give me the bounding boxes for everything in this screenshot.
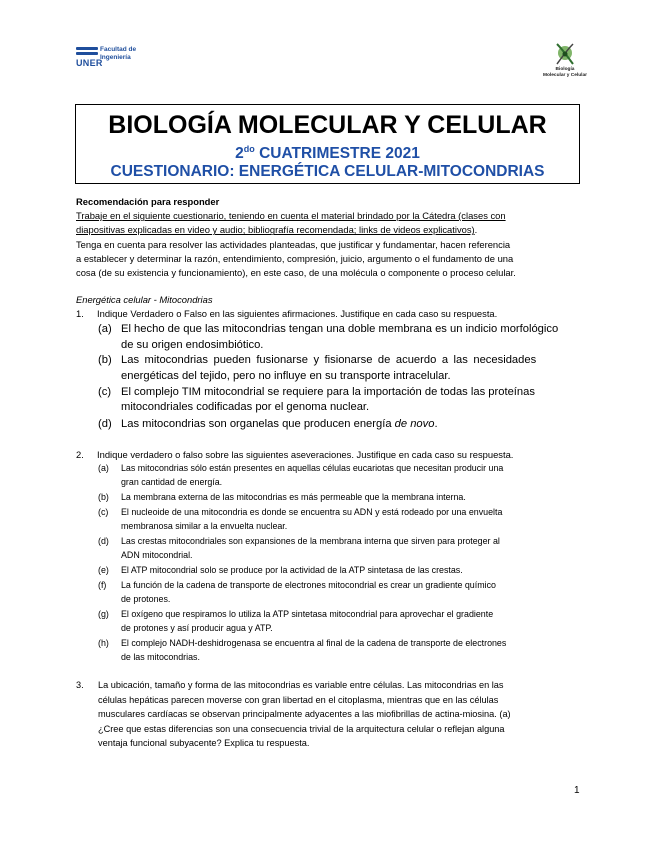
item-text: El ATP mitocondrial solo se produce por la actividad de la ATP sintetasa de las crestas. xyxy=(121,565,463,575)
item-text: mitocondriales codificadas por el genoma nuclear. xyxy=(121,401,370,414)
item-text: La función de la cadena de transporte de electrones mitocondrial es crear un gradiente químico xyxy=(121,580,496,590)
list-item xyxy=(76,637,581,666)
semester-text: CUATRIMESTRE 2021 xyxy=(254,145,420,163)
item-text: ADN mitocondrial. xyxy=(121,549,193,560)
wave-bars-icon xyxy=(76,47,98,57)
question-line: musculares cardíacas se observan principalmente adyacentes a las miofibrillas de actina-miosina. (a) xyxy=(98,709,511,720)
item-label: (f) xyxy=(98,580,107,590)
item-label: (h) xyxy=(98,638,109,648)
item-label: (g) xyxy=(98,609,109,619)
question-prompt: Indique verdadero o falso sobre las siguientes aseveraciones. Justifique en cada caso su respuesta. xyxy=(97,449,514,460)
item-text: de protones. xyxy=(121,593,171,604)
item-label: (d) xyxy=(98,417,112,430)
question-prompt: Indique Verdadero o Falso en las siguientes afirmaciones. Justifique en cada caso su respuesta. xyxy=(97,308,498,319)
item-label: (b) xyxy=(98,354,112,366)
item-text: El hecho de que las mitocondrias tengan una doble membrana es un indicio morfológico xyxy=(121,323,559,335)
item-text: El oxígeno que respiramos lo utiliza la ATP sintetasa mitocondrial para aprovechar el gradiente xyxy=(121,609,494,619)
section-title: Energética celular - Mitocondrias xyxy=(76,294,213,305)
question-line: células hepáticas parecen moverse con gran libertad en el citoplasma, mientras que en las células xyxy=(98,694,499,705)
item-text-end: . xyxy=(434,417,438,430)
list-item xyxy=(76,322,581,353)
item-text: Las crestas mitocondriales son expansiones de la membrana interna que sirven para proteger al xyxy=(121,536,500,546)
item-text: de su origen endosimbiótico. xyxy=(121,338,264,351)
question-3 xyxy=(76,678,581,751)
list-item xyxy=(76,491,581,506)
item-text-part: Las mitocondrias son organelas que producen energía xyxy=(121,417,395,430)
list-item xyxy=(76,564,581,579)
instructions-line3: cosa (de su existencia y funcionamiento), en este caso, de una molécula o componente o proceso celular. xyxy=(76,267,516,279)
semester-line xyxy=(76,140,579,163)
semester-suffix: do xyxy=(243,144,255,154)
item-label: (a) xyxy=(98,323,112,335)
item-text-italic: de novo xyxy=(394,417,435,430)
dna-cell-icon xyxy=(553,41,577,67)
recommendation-line2-text: diapositivas explicadas en video y audio; bibliografía recomendada; links de videos explicativos) xyxy=(76,224,475,236)
item-label: (c) xyxy=(98,385,112,398)
item-text: membranosa similar a la envuelta nuclear. xyxy=(121,520,288,531)
item-text: de las mitocondrias. xyxy=(121,651,200,662)
recommendation-section xyxy=(76,195,579,280)
recommendation-line2-end: . xyxy=(474,224,478,236)
question-2 xyxy=(76,448,581,666)
list-item xyxy=(76,579,581,608)
item-text: El complejo NADH-deshidrogenasa se encuentra al final de la cadena de transporte de electrones xyxy=(121,638,507,648)
item-label: (d) xyxy=(98,536,109,546)
item-text: Las mitocondrias sólo están presentes en aquellas células eucariotas que necesitan producir una xyxy=(121,463,504,473)
course-logo xyxy=(537,41,593,89)
item-label: (a) xyxy=(98,463,109,473)
item-text xyxy=(121,417,438,433)
questionnaire-title: CUESTIONARIO: ENERGÉTICA CELULAR-MITOCONDRIAS xyxy=(110,163,545,181)
document-title: BIOLOGÍA MOLECULAR Y CELULAR xyxy=(108,111,547,139)
recommendation-line1: Trabaje en el siguiente cuestionario, teniendo en cuenta el material brindado por la Cátedra (clases con xyxy=(76,210,506,222)
page-number: 1 xyxy=(574,785,580,796)
instructions-line2: a establecer y determinar la razón, entendimiento, compresión, juicio, argumento o el fundamento de una xyxy=(76,252,514,264)
item-text: El nucleoide de una mitocondria es donde se encuentra su ADN y está rodeado por una envuelta xyxy=(121,507,503,517)
list-item xyxy=(76,506,581,535)
item-text: energéticas del tejido, pero no influye en su transporte intracelular. xyxy=(121,369,451,382)
logo-brand: UNER xyxy=(76,58,103,68)
question-line: La ubicación, tamaño y forma de las mitocondrias es variable entre células. Las mitocondrias en las xyxy=(98,680,504,690)
list-item xyxy=(76,385,581,417)
uner-logo xyxy=(76,45,166,71)
question-line: ¿Cree que estas diferencias son una consecuencia trivial de la arquitectura celular o reflejan alguna xyxy=(98,723,505,734)
question-number: 3. xyxy=(76,680,84,690)
title-box xyxy=(75,104,580,184)
list-item xyxy=(76,417,581,433)
list-item xyxy=(76,353,581,385)
semester-number: 2 xyxy=(235,145,244,163)
item-label: (c) xyxy=(98,507,109,517)
list-item xyxy=(76,462,581,491)
question-line: ventaja funcional subyacente? Explica tu respuesta. xyxy=(98,738,310,749)
recommendation-line2 xyxy=(76,223,579,237)
logo-faculty-line1: Facultad de xyxy=(100,46,137,53)
item-text: de protones y así producir agua y ATP. xyxy=(121,622,273,633)
item-label: (b) xyxy=(98,492,109,502)
question-number: 2. xyxy=(76,449,84,460)
item-text: El complejo TIM mitocondrial se requiere para la importación de todas las proteínas xyxy=(121,385,535,398)
recommendation-heading: Recomendación para responder xyxy=(76,196,220,207)
question-1 xyxy=(76,307,581,433)
list-item xyxy=(76,535,581,564)
logo-course-line1: Biología xyxy=(555,67,575,72)
logo-course-line2: Molecular y Celular xyxy=(543,73,587,78)
logo-faculty-line2: Ingeniería xyxy=(100,54,131,61)
item-text: Las mitocondrias pueden fusionarse y fisionarse de acuerdo a las necesidades xyxy=(121,354,537,366)
item-label: (e) xyxy=(98,565,109,575)
item-text: La membrana externa de las mitocondrias es más permeable que la membrana interna. xyxy=(121,492,466,502)
instructions-line1: Tenga en cuenta para resolver las actividades planteadas, que justificar y fundamentar, hacen referencia xyxy=(76,238,511,250)
list-item xyxy=(76,608,581,637)
item-text: gran cantidad de energía. xyxy=(121,476,223,487)
question-number: 1. xyxy=(76,308,84,319)
